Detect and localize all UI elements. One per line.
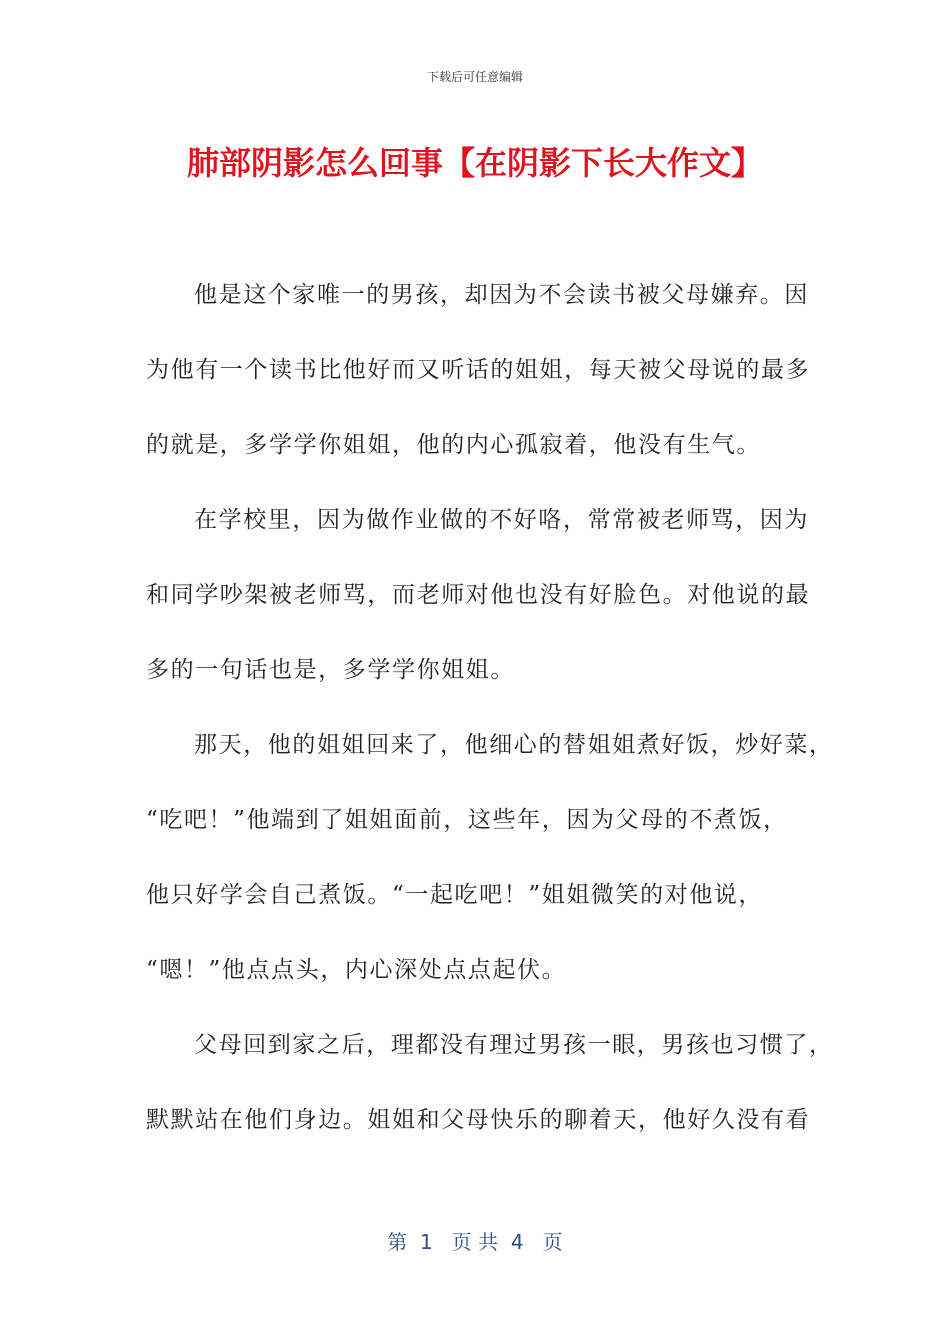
paragraph-line: 默默站在他们身边。姐姐和父母快乐的聊着天，他好久没有看 <box>146 1107 811 1133</box>
paragraph-line: 他是这个家唯一的男孩，却因为不会读书被父母嫌弃。因 <box>194 282 809 308</box>
paragraph-line: 和同学吵架被老师骂，而老师对他也没有好脸色。对他说的最 <box>146 582 811 608</box>
paragraph-line: 多的一句话也是，多学学你姐姐。 <box>146 657 515 683</box>
header-note: 下载后可任意编辑 <box>426 70 523 84</box>
paragraph-line: 他只好学会自己煮饭。“一起吃吧！”姐姐微笑的对他说， <box>146 882 764 908</box>
document-title: 肺部阴影怎么回事【在阴影下长大作文】 <box>186 144 763 182</box>
paragraph-line: 那天，他的姐姐回来了，他细心的替姐姐煮好饭，炒好菜， <box>194 732 834 758</box>
document-body <box>146 275 834 1175</box>
paragraph-line: “吃吧！”他端到了姐姐面前，这些年，因为父母的不煮饭， <box>146 807 788 833</box>
paragraph-line: 在学校里，因为做作业做的不好咯，常常被老师骂，因为 <box>194 507 809 533</box>
paragraph-line: “嗯！”他点点头，内心深处点点起伏。 <box>146 957 567 983</box>
paragraph-line: 为他有一个读书比他好而又听话的姐姐，每天被父母说的最多 <box>146 357 811 383</box>
page-number: 第 1 页 共 4 页 <box>387 1230 563 1254</box>
paragraph-line: 的就是，多学学你姐姐，他的内心孤寂着，他没有生气。 <box>146 432 761 458</box>
paragraph-line: 父母回到家之后，理都没有理过男孩一眼，男孩也习惯了， <box>194 1032 834 1058</box>
